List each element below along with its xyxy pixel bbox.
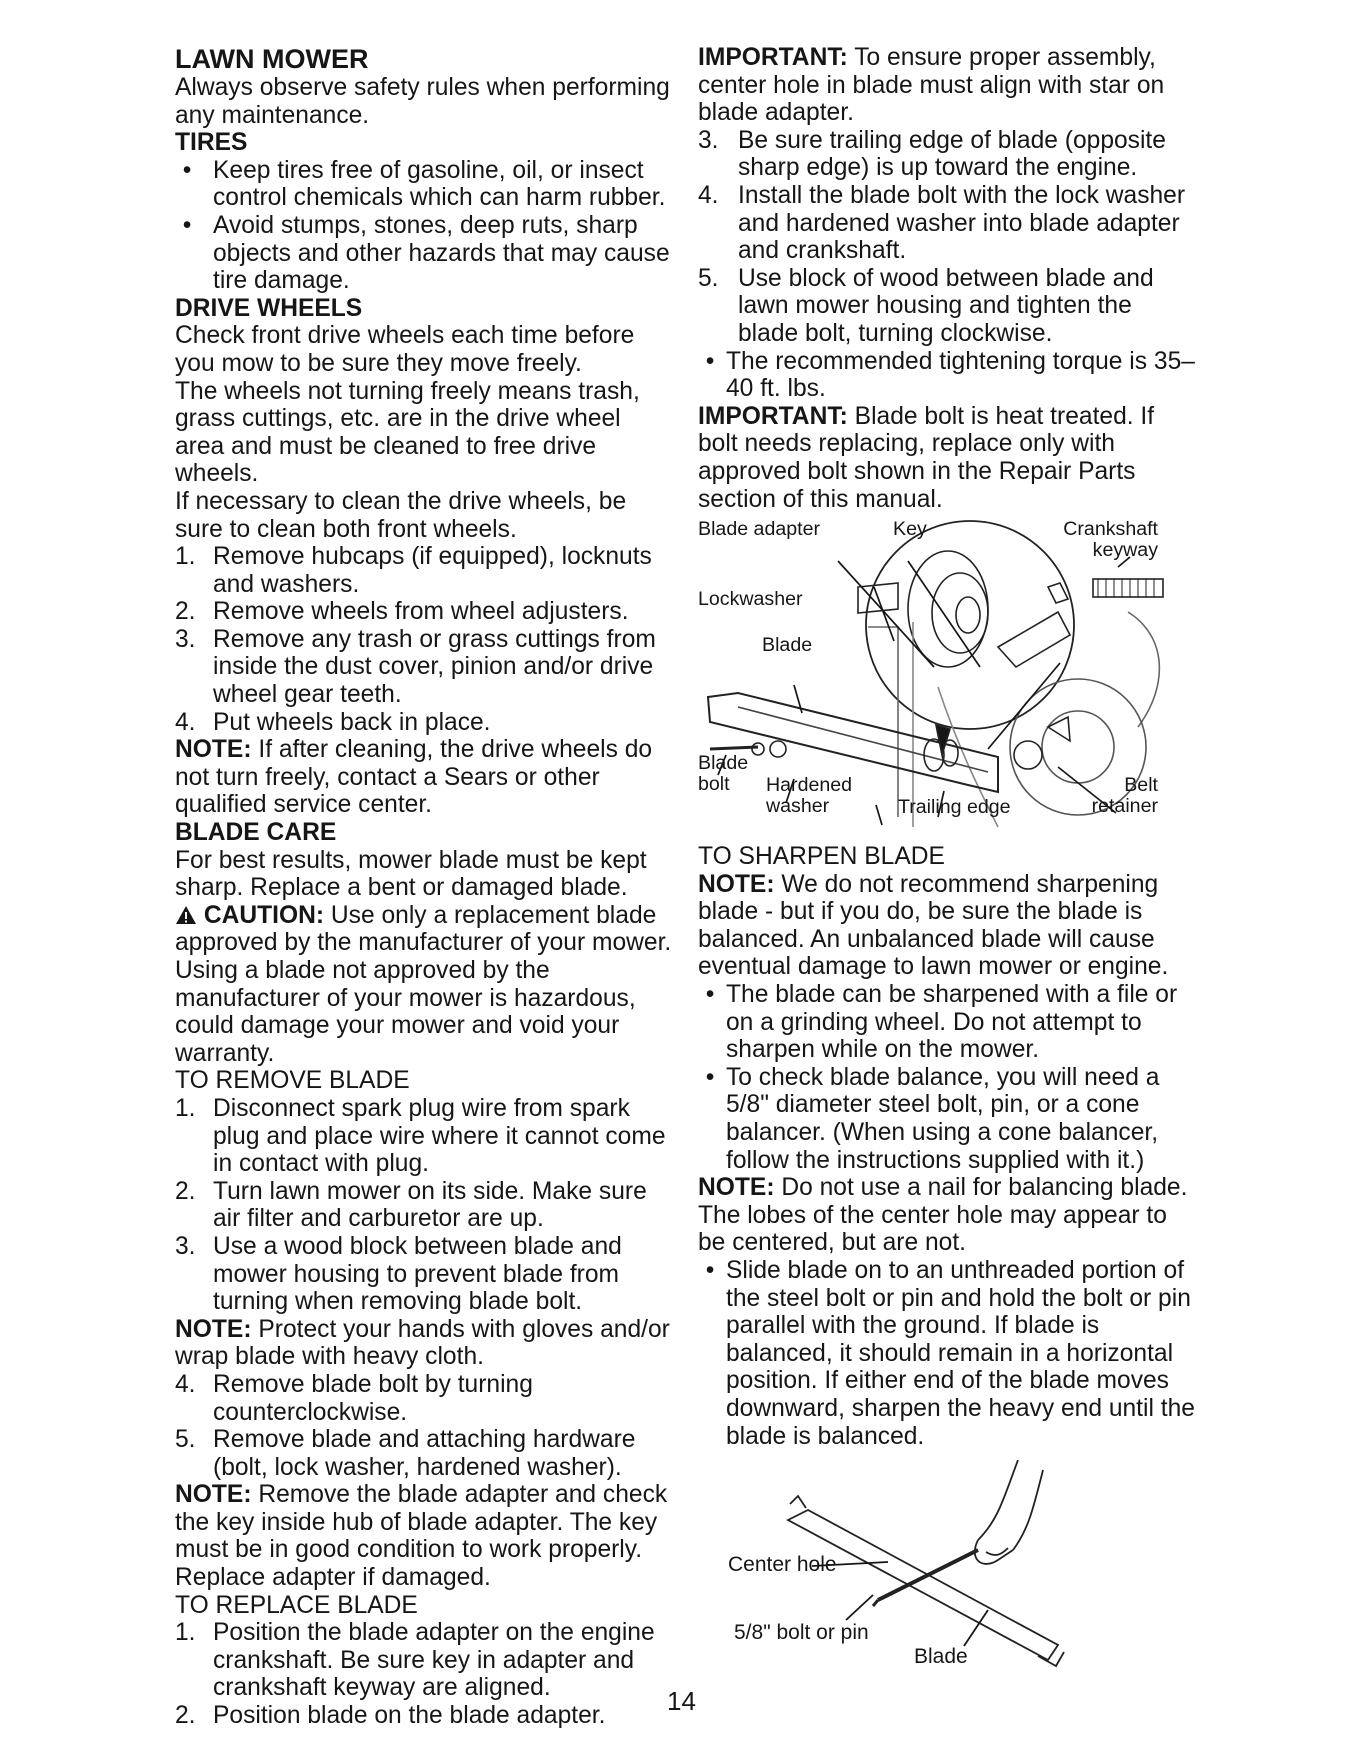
important-note-2: IMPORTANT: Blade bolt is heat treated. If bolt needs replacing, replace only with approved bolt shown in the Repair Parts section of this manual.: [698, 402, 1155, 513]
blade-balance-figure: [698, 1460, 1118, 1670]
list-item: • To check blade balance, you will need a 5/8" diameter steel bolt, pin, or a cone balancer. (When using a cone balancer, follow the instructions supplied with it.): [705, 1063, 1160, 1174]
sharpen-note-2: NOTE: Do not use a nail for balancing blade. The lobes of the center hole may appear to be centered, but are not.: [698, 1174, 1188, 1257]
drive-para-3: If necessary to clean the drive wheels, be sure to clean both front wheels.: [175, 487, 627, 543]
label-center-hole: Center hole: [728, 1553, 837, 1577]
section-title: LAWN MOWER: [175, 44, 369, 74]
label-bolt-or-pin: 5/8" bolt or pin: [734, 1621, 869, 1645]
torque-list: [698, 348, 1198, 403]
remove-blade-heading: TO REMOVE BLADE: [175, 1067, 410, 1095]
tires-heading: TIRES: [175, 129, 248, 157]
blade-care-heading: BLADE CARE: [175, 819, 337, 847]
drive-steps: [175, 543, 673, 736]
list-item: 2. Remove wheels from wheel adjusters.: [175, 598, 629, 626]
list-item: 4. Put wheels back in place.: [175, 708, 491, 736]
label-blade-bolt: Blade bolt: [698, 752, 749, 796]
list-item: 4. Install the blade bolt with the lock washer and hardened washer into blade adapter and crankshaft.: [698, 181, 1186, 265]
sharpen-blade-heading: TO SHARPEN BLADE: [698, 843, 945, 871]
label-belt-retainer: Belt retainer: [1091, 774, 1158, 818]
list-item: 1. Remove hubcaps (if equipped), locknuts and washers.: [175, 543, 652, 598]
drive-wheels-heading: DRIVE WHEELS: [175, 294, 363, 322]
label-lockwasher: Lockwasher: [698, 588, 803, 611]
balance-list: [698, 1257, 1198, 1450]
warning-triangle-icon: [175, 902, 197, 929]
remove-note-1: NOTE: Protect your hands with gloves and/or wrap blade with heavy cloth.: [175, 1315, 670, 1371]
drive-note: NOTE: If after cleaning, the drive wheels do not turn freely, contact a Sears or other qualified service center.: [175, 736, 653, 819]
sharpen-note-1: NOTE: We do not recommend sharpening blade - but if you do, be sure the blade is balanced. An unbalanced blade will cause eventual damage to lawn mower or engine.: [698, 870, 1169, 981]
remove-note-2: NOTE: Remove the blade adapter and check the key inside hub of blade adapter. The key must be in good condition to work properly. Replace adapter if damaged.: [175, 1481, 668, 1592]
drive-para-2: The wheels not turning freely means trash, grass cuttings, etc. are in the drive wheel area and must be cleaned to free drive wheels.: [175, 377, 640, 488]
list-item: • Keep tires free of gasoline, oil, or insect control chemicals which can harm rubber.: [182, 156, 666, 212]
list-item: 3. Use a wood block between blade and mower housing to prevent blade from turning when removing blade bolt.: [175, 1232, 622, 1316]
list-item: 3. Remove any trash or grass cuttings from inside the dust cover, pinion and/or drive wheel gear teeth.: [175, 625, 656, 709]
important-note-1: IMPORTANT: To ensure proper assembly, center hole in blade must align with star on blade adapter.: [698, 44, 1165, 127]
list-item: 3. Be sure trailing edge of blade (opposite sharp edge) is up toward the engine.: [698, 126, 1166, 182]
list-item: 2. Position blade on the blade adapter.: [175, 1702, 606, 1730]
remove-steps-2: [175, 1371, 673, 1481]
caution-paragraph: CAUTION: Use only a replacement blade approved by the manufacturer of your mower. Using a blade not approved by the manufacturer of your mower is hazardous, could damage your mower and void your warranty.: [175, 901, 672, 1067]
label-blade-balance: Blade: [914, 1645, 968, 1669]
sharpen-list: [698, 981, 1198, 1174]
list-item: 5. Use block of wood between blade and lawn mower housing and tighten the blade bolt, turning clockwise.: [698, 264, 1154, 347]
list-item: 1. Position the blade adapter on the engine crankshaft. Be sure key in adapter and crankshaft keyway are aligned.: [175, 1619, 655, 1702]
list-item: • The blade can be sharpened with a file or on a grinding wheel. Do not attempt to sharpen while on the mower.: [705, 981, 1178, 1064]
list-item: • Avoid stumps, stones, deep ruts, sharp objects and other hazards that may cause tire damage.: [182, 211, 670, 295]
left-column: [175, 44, 673, 1730]
list-item: 5. Remove blade and attaching hardware (bolt, lock washer, hardened washer).: [175, 1426, 636, 1481]
list-item: 4. Remove blade bolt by turning counterclockwise.: [175, 1370, 533, 1426]
drive-para-1: Check front drive wheels each time before you mow to be sure they move freely.: [175, 322, 635, 377]
page-number: 14: [667, 1686, 696, 1716]
list-item: • Slide blade on to an unthreaded portion of the steel bolt or pin and hold the bolt or pin parallel with the ground. If blade is balanced, it should remain in a horizontal position. If either end of the blade moves downward, sharpen the heavy end until the blade is balanced.: [705, 1257, 1195, 1450]
replace-blade-heading: TO REPLACE BLADE: [175, 1591, 418, 1619]
list-item: 2. Turn lawn mower on its side. Make sure air filter and carburetor are up.: [175, 1177, 647, 1233]
blade-assembly-figure: [698, 517, 1198, 837]
list-item: 1. Disconnect spark plug wire from spark plug and place wire where it cannot come in contact with plug.: [175, 1094, 666, 1178]
label-trailing-edge: Trailing edge: [898, 796, 1011, 819]
right-column: [698, 44, 1198, 1676]
replace-steps: [175, 1619, 673, 1729]
list-item: • The recommended tightening torque is 35–40 ft. lbs.: [705, 347, 1195, 403]
blade-care-para: For best results, mower blade must be kept sharp. Replace a bent or damaged blade.: [175, 846, 647, 902]
label-blade-adapter: Blade adapter: [698, 518, 821, 541]
intro-text: Always observe safety rules when performing any maintenance.: [175, 74, 670, 129]
label-key: Key: [893, 518, 927, 541]
tires-list: [175, 157, 673, 295]
remove-steps: [175, 1095, 673, 1316]
label-hardened-washer: Hardened washer: [766, 774, 853, 818]
label-blade: Blade: [762, 634, 813, 657]
replace-steps-continued: [698, 127, 1198, 348]
label-crankshaft-keyway: Crankshaft keyway: [1063, 518, 1158, 562]
